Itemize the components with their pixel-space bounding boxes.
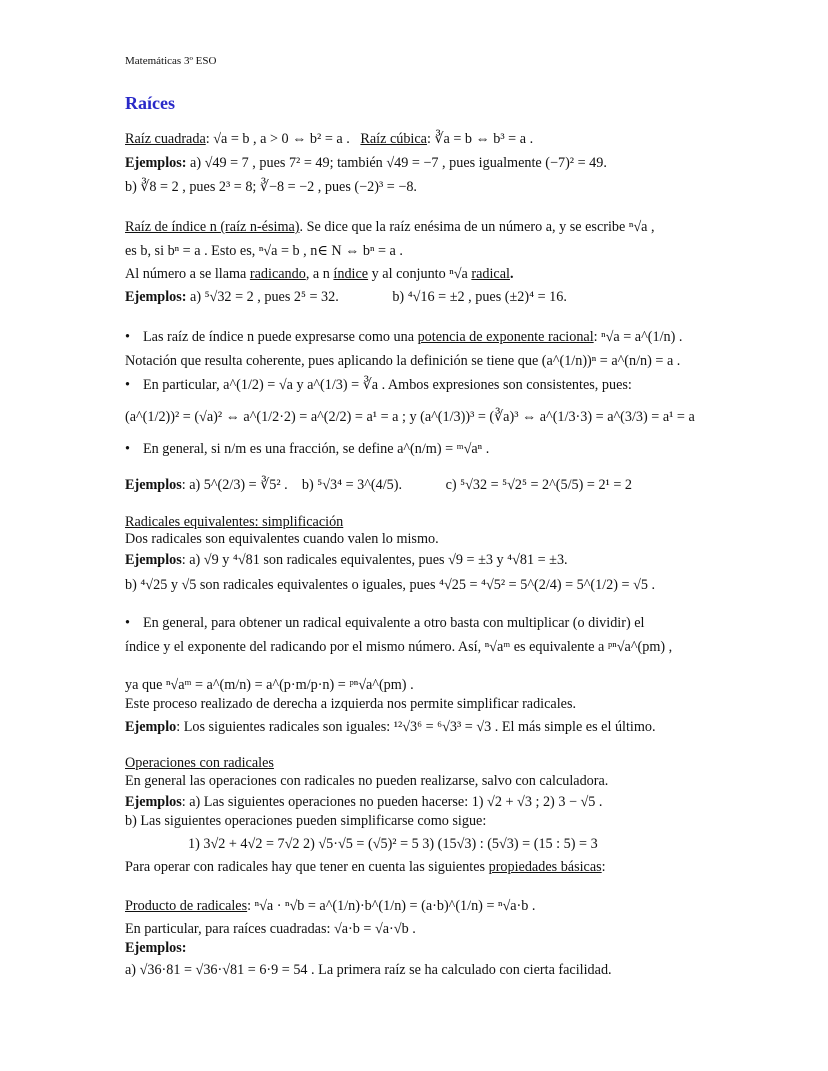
- term-basic-properties: propiedades básicas: [488, 859, 602, 875]
- bullet-icon: •: [125, 377, 130, 393]
- equivalent-rule-line-1: [125, 615, 644, 632]
- examples-text: a) √49 = 7 , pues 7² = 49; también √49 = −7 , pues igualmente (−7)² = 49.: [186, 155, 607, 171]
- operations-example-a: [125, 794, 602, 811]
- equivalent-def-line: Dos radicales son equivalentes cuando valen lo mismo.: [125, 531, 439, 547]
- text-fragment: :: [181, 940, 187, 956]
- rational-exponent-line: [125, 329, 682, 346]
- subheading-operations: Operaciones con radicales: [125, 755, 274, 771]
- operations-example-b: b) Las siguientes operaciones pueden simplificarse como sigue:: [125, 813, 487, 829]
- nth-root-examples: [125, 289, 567, 306]
- section-title: Raíces: [125, 93, 175, 113]
- text-fragment: En general, si n/m es una fracción, se define a^(n/m) = ᵐ√aⁿ .: [143, 441, 490, 457]
- term-nth-root: Raíz de índice n (raíz n-ésima): [125, 219, 300, 235]
- example-a: a) ⁵√32 = 2 , pues 2⁵ = 32.: [186, 289, 339, 305]
- examples-label: Ejemplos: [125, 940, 182, 956]
- text-fragment: En particular, a^(1/2) = √a y a^(1/3) = ∛a . Ambos expresiones son consistentes, pues:: [143, 377, 632, 393]
- examples-label: Ejemplos: [125, 794, 182, 810]
- term-radicando: radicando: [249, 266, 306, 282]
- product-of-radicals-line: [125, 898, 535, 915]
- example-label: Ejemplo: [125, 719, 177, 735]
- running-header: Matemáticas 3º ESO: [125, 55, 217, 67]
- example-b: b) ⁴√16 = ±2 , pues (±2)⁴ = 16.: [392, 289, 567, 305]
- text-fragment: : ⁿ√a · ⁿ√b = a^(1/n)·b^(1/n) = (a·b)^(1/n) = ⁿ√a·b .: [247, 898, 536, 914]
- text-fragment: y al conjunto ⁿ√a: [368, 266, 472, 282]
- text-fragment: .: [509, 266, 514, 282]
- equivalent-example-b: b) ⁴√25 y √5 son radicales equivalentes o iguales, pues ⁴√25 = ⁴√5² = 5^(2/4) = 5^(1/2) = √5 .: [125, 577, 656, 593]
- nth-root-line-3: [125, 266, 514, 283]
- examples-line-1: [125, 155, 607, 172]
- bullet-icon: •: [125, 441, 130, 457]
- text-fragment: : ⁿ√a = a^(1/n) .: [593, 329, 683, 345]
- term-square-root: Raíz cuadrada: [125, 131, 206, 147]
- examples-line-2: b) ∛8 = 2 , pues 2³ = 8; ∛−8 = −2 , pues (−2)³ = −8.: [125, 179, 417, 195]
- term-product-radicals: Producto de radicales: [125, 898, 248, 914]
- text-fragment: , a n: [305, 266, 334, 282]
- equivalent-example-a: [125, 552, 568, 569]
- text-fragment: Para operar con radicales hay que tener en cuenta las siguientes: [125, 859, 489, 875]
- square-root-def: : √a = b , a > 0 ⇔ b² = a .: [205, 131, 350, 147]
- example-a: : a) 5^(2/3) = ∛5² .: [181, 477, 288, 493]
- example-b: b) ⁵√3⁴ = 3^(4/5).: [301, 477, 403, 493]
- operations-properties-line: [125, 859, 606, 876]
- bullet-icon: •: [125, 329, 130, 345]
- general-definition-line: [125, 441, 489, 458]
- nth-root-definition: [125, 219, 655, 236]
- product-examples-heading: [125, 940, 186, 957]
- subheading-equivalent-radicals: Radicales equivalentes: simplificación: [125, 514, 344, 530]
- text-fragment: Las raíz de índice n puede expresarse como una: [143, 329, 418, 345]
- text-fragment: : a) √9 y ⁴√81 son radicales equivalentes, pues √9 = ±3 y ⁴√81 = ±3.: [181, 552, 568, 568]
- text-fragment: Al número a se llama: [125, 266, 250, 282]
- text-fragment: :: [601, 859, 606, 875]
- simplify-example: [125, 719, 656, 736]
- cube-root-def: : ∛a = b ⇔ b³ = a .: [426, 131, 534, 147]
- examples-label: Ejemplos:: [125, 155, 187, 171]
- square-root-product-line: En particular, para raíces cuadradas: √a·b = √a·√b .: [125, 921, 416, 937]
- nth-root-line-2: es b, si bⁿ = a . Esto es, ⁿ√a = b , n∈ N ⇔ bⁿ = a .: [125, 243, 403, 259]
- consistency-line: (a^(1/2))² = (√a)² ⇔ a^(1/2·2) = a^(2/2) = a¹ = a ; y (a^(1/3))³ = (∛a)³ ⇔ a^(1/3·3) = a^(3/3) = a¹ = a: [125, 409, 695, 425]
- text-fragment: En general, para obtener un radical equivalente a otro basta con multiplicar (o dividir) el: [143, 615, 645, 631]
- nth-root-text: . Se dice que la raíz enésima de un número a, y se escribe ⁿ√a ,: [299, 219, 655, 235]
- equivalent-rule-line-3: ya que ⁿ√aᵐ = a^(m/n) = a^(p·m/p·n) = ᵖⁿ√a^(pm) .: [125, 677, 414, 693]
- examples-label: Ejemplos: [125, 552, 182, 568]
- operations-line-1: En general las operaciones con radicales no pueden realizarse, salvo con calculadora.: [125, 773, 609, 789]
- operations-simplifications: 1) 3√2 + 4√2 = 7√2 2) √5·√5 = (√5)² = 5 3) (15√3) : (5√3) = (15 : 5) = 3: [188, 836, 598, 852]
- examples-label: Ejemplos: [125, 477, 182, 493]
- square-cube-root-definition: [125, 131, 533, 148]
- text-fragment: : Los siguientes radicales son iguales: ¹²√3⁶ = ⁶√3³ = √3 . El más simple es el último.: [176, 719, 656, 735]
- equivalent-rule-line-2: índice y el exponente del radicando por el mismo número. Así, ⁿ√aᵐ es equivalente a ᵖⁿ√a^(pm) ,: [125, 639, 673, 655]
- term-radical: radical: [471, 266, 510, 282]
- text-fragment: : a) Las siguientes operaciones no pueden hacerse: 1) √2 + √3 ; 2) 3 − √5 .: [181, 794, 603, 810]
- term-cube-root: Raíz cúbica: [360, 131, 427, 147]
- term-indice: índice: [333, 266, 369, 282]
- rational-examples-line: [125, 477, 632, 494]
- term-rational-exponent: potencia de exponente racional: [417, 329, 594, 345]
- notation-line: Notación que resulta coherente, pues aplicando la definición se tiene que (a^(1/n))ⁿ = a^(n/n) = a .: [125, 353, 681, 369]
- product-example-a: a) √36·81 = √36·√81 = 6·9 = 54 . La primera raíz se ha calculado con cierta facilidad.: [125, 962, 612, 978]
- example-c: c) ⁵√32 = ⁵√2⁵ = 2^(5/5) = 2¹ = 2: [445, 477, 632, 493]
- particular-case-line: [125, 377, 632, 394]
- bullet-icon: •: [125, 615, 130, 631]
- examples-label: Ejemplos:: [125, 289, 187, 305]
- simplify-note: Este proceso realizado de derecha a izquierda nos permite simplificar radicales.: [125, 696, 577, 712]
